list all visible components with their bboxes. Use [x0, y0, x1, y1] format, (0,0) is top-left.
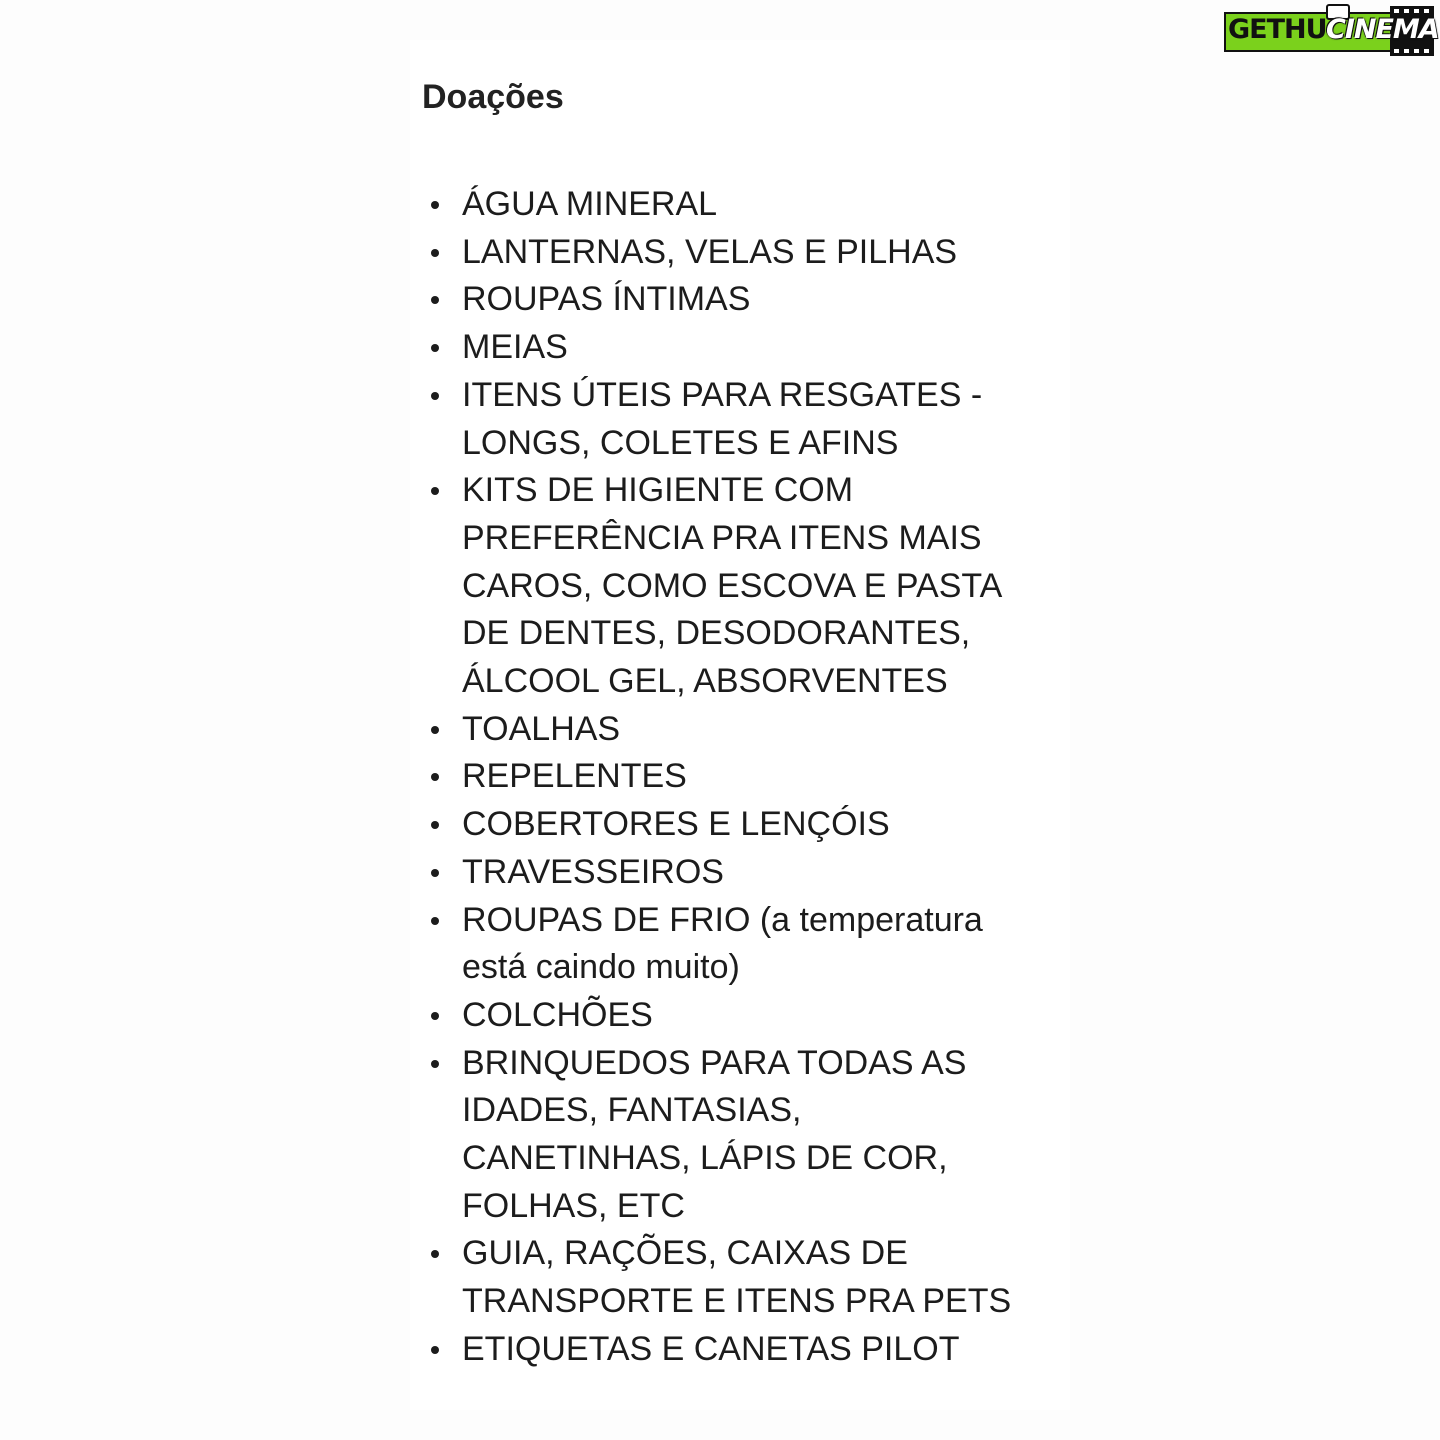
bullet-icon — [431, 1012, 439, 1020]
bullet-icon — [431, 249, 439, 257]
list-item-text: MEIAS — [462, 328, 568, 367]
bullet-icon — [431, 201, 439, 209]
list-item — [422, 1326, 1042, 1374]
page-title: Doações — [422, 78, 564, 116]
list-item — [422, 181, 1042, 229]
bullet-icon — [431, 1250, 439, 1258]
list-item — [422, 849, 1042, 897]
list-item — [422, 1040, 1042, 1231]
list-item — [422, 229, 1042, 277]
bullet-icon — [431, 917, 439, 925]
list-item-text: COBERTORES E LENÇÓIS — [462, 805, 890, 844]
bullet-icon — [431, 869, 439, 877]
logo-text-gethu: GETHU — [1228, 14, 1327, 45]
bullet-icon — [431, 487, 439, 495]
list-item — [422, 992, 1042, 1040]
list-item-text: TOALHAS — [462, 709, 621, 748]
list-item — [422, 706, 1042, 754]
list-item — [422, 1230, 1042, 1325]
list-item-text: ROUPAS ÍNTIMAS — [462, 280, 751, 319]
list-item-text: TRAVESSEIROS — [462, 852, 724, 891]
list-item-text: GUIA, RAÇÕES, CAIXAS DE TRANSPORTE E ITENS PRA PETS — [462, 1234, 1012, 1321]
list-item-text: BRINQUEDOS PARA TODAS AS IDADES, FANTASIAS, CANETINHAS, LÁPIS DE COR, FOLHAS, ETC — [462, 1043, 967, 1225]
list-item-text: ETIQUETAS E CANETAS PILOT — [462, 1329, 960, 1368]
list-item — [422, 467, 1042, 706]
logo-text-cinema: CINEMA — [1326, 14, 1439, 45]
bullet-icon — [431, 1060, 439, 1068]
list-item — [422, 324, 1042, 372]
list-item — [422, 753, 1042, 801]
watermark-logo — [1222, 4, 1439, 58]
list-item-text: REPELENTES — [462, 757, 687, 796]
bullet-icon — [431, 773, 439, 781]
bullet-icon — [431, 726, 439, 734]
list-item — [422, 372, 1042, 467]
bullet-icon — [431, 344, 439, 352]
list-item-text: ROUPAS DE FRIO (a temperatura está caindo muito) — [462, 900, 983, 987]
donation-list — [422, 181, 1042, 1374]
bullet-icon — [431, 392, 439, 400]
bullet-icon — [431, 1346, 439, 1354]
list-item-text: COLCHÕES — [462, 995, 653, 1034]
list-item — [422, 801, 1042, 849]
list-item-text: KITS DE HIGIENTE COM PREFERÊNCIA PRA ITENS MAIS CAROS, COMO ESCOVA E PASTA DE DENTES, DESODORANTES, ÁLCOOL GEL, ABSORVENTES — [462, 471, 1003, 701]
bullet-icon — [431, 296, 439, 304]
list-item-text: ITENS ÚTEIS PARA RESGATES - LONGS, COLETES E AFINS — [462, 375, 983, 462]
bullet-icon — [431, 821, 439, 829]
list-item — [422, 276, 1042, 324]
list-item-text: LANTERNAS, VELAS E PILHAS — [462, 232, 958, 271]
list-item — [422, 897, 1042, 992]
list-item-text: ÁGUA MINERAL — [462, 185, 718, 223]
